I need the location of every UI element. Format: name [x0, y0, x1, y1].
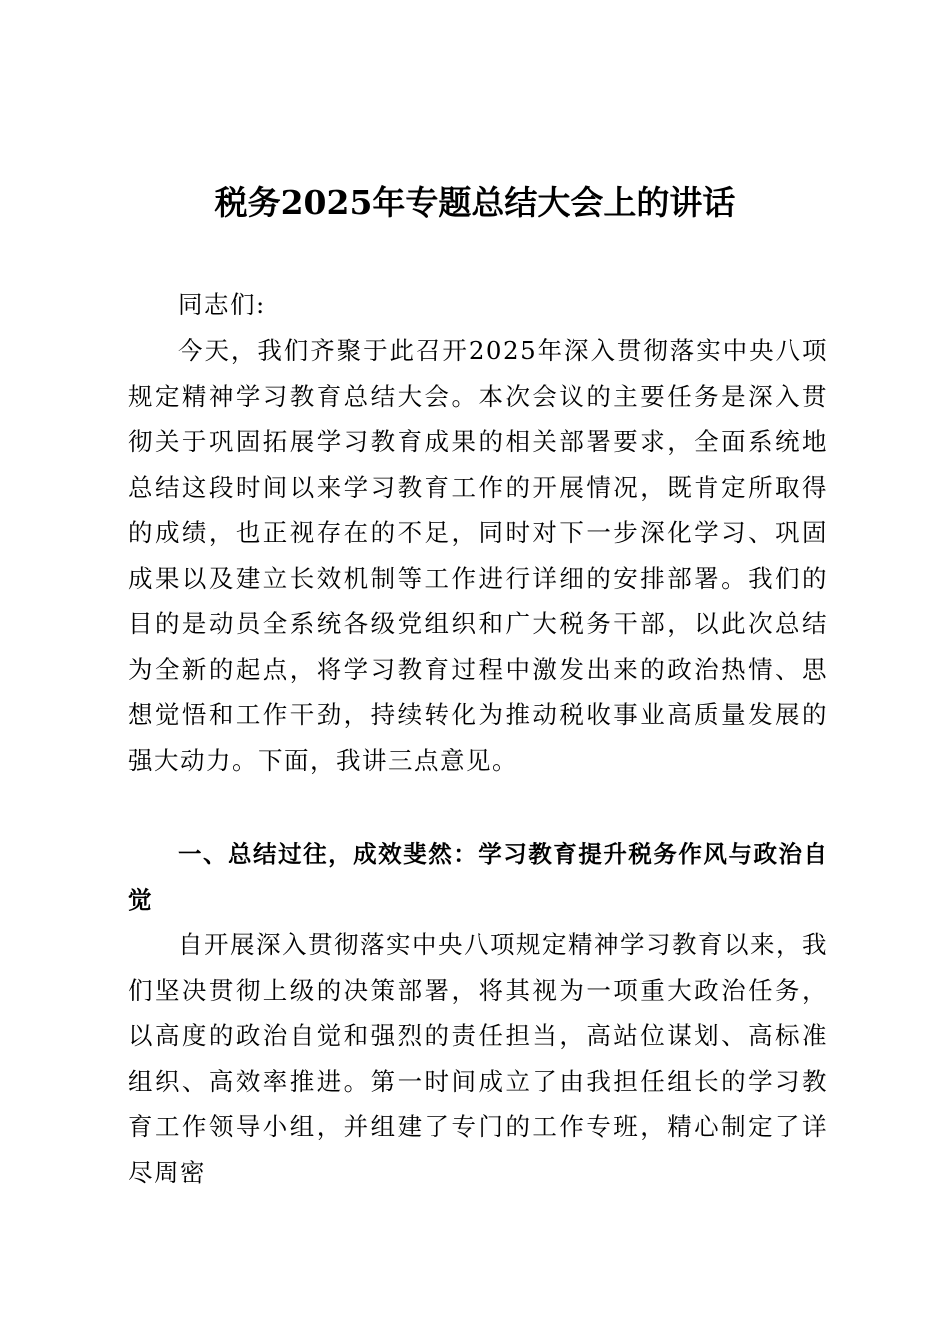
paragraph-section-1: 自开展深入贯彻落实中央八项规定精神学习教育以来，我们坚决贯彻上级的决策部署，将其视为一项重大政治任务，以高度的政治自觉和强烈的责任担当，高站位谋划、高标准组织、高效率推进。第一时间成立了由我担任组长的学习教育工作领导小组，并组建了专门的工作专班，精心制定了详尽周密 — [128, 930, 828, 1187]
section-heading-1: 一、总结过往，成效斐然：学习教育提升税务作风与政治自觉 — [128, 840, 828, 914]
paragraph-intro: 今天，我们齐聚于此召开2025年深入贯彻落实中央八项规定精神学习教育总结大会。本次会议的主要任务是深入贯彻关于巩固拓展学习教育成果的相关部署要求，全面系统地总结这段时间以来学习教育工作的开展情况，既肯定所取得的成绩，也正视存在的不足，同时对下一步深化学习、巩固成果以及建立长效机制等工作进行详细的安排部署。我们的目的是动员全系统各级党组织和广大税务干部，以此次总结为全新的起点，将学习教育过程中激发出来的政治热情、思想觉悟和工作干劲，持续转化为推动税收事业高质量发展的强大动力。下面，我讲三点意见。 — [128, 336, 828, 775]
document-title: 税务2025年专题总结大会上的讲话 — [214, 183, 736, 222]
salutation: 同志们: — [178, 290, 266, 319]
